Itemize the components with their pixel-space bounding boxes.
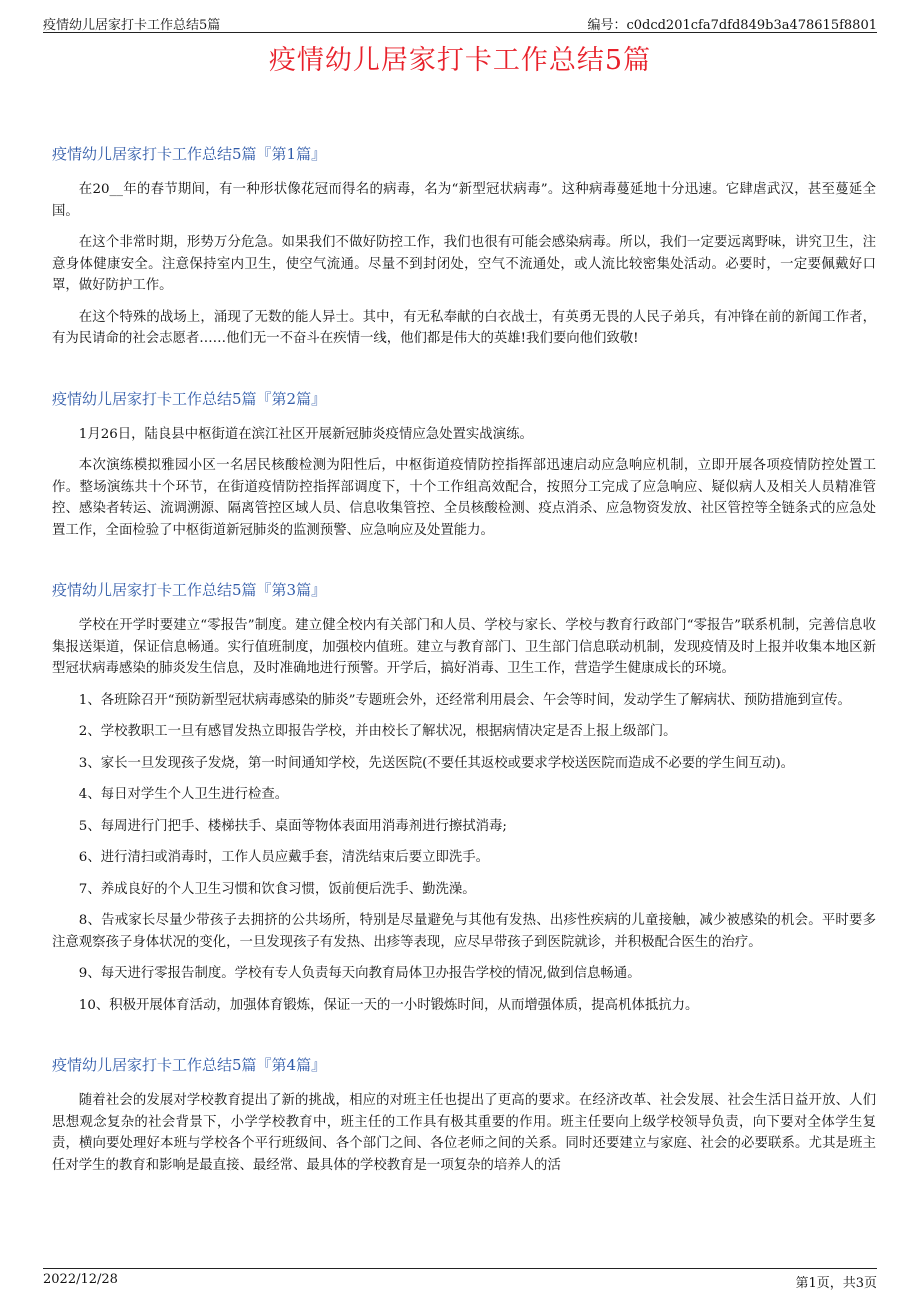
section-heading: 疫情幼儿居家打卡工作总结5篇『第4篇』: [52, 1056, 327, 1074]
document-title: 疫情幼儿居家打卡工作总结5篇: [268, 45, 652, 76]
section-heading: 疫情幼儿居家打卡工作总结5篇『第2篇』: [52, 389, 327, 408]
footer-date: 2022/12/28: [43, 1272, 118, 1287]
list-item: 7、养成良好的个人卫生习惯和饮食习惯，饭前便后洗手、勤洗澡。: [78, 881, 476, 897]
paragraph: 1月26日，陆良县中枢街道在滨江社区开展新冠肺炎疫情应急处置实战演练。: [78, 426, 533, 442]
list-item: 5、每周进行门把手、楼梯扶手、桌面等物体表面用消毒剂进行擦拭消毒;: [78, 818, 507, 834]
section-2: [52, 388, 876, 542]
paragraph: 本次演练模拟雅园小区一名居民核酸检测为阳性后，中枢街道疫情防控指挥部迅速启动应急响应机制，立即开展各项疫情防控处置工作。整场演练共十个环节，在街道疫情防控指挥部调度下，十个工作组高效配合，按照分工完成了应急响应、疑似病人及相关人员精准管控、感染者转运、流调溯源、隔离管控区域人员、信息收集管控、全员核酸检测、疫点消杀、应急物资发放、社区管控等全链条式的应急处置工作，全面检验了中枢街道新冠肺炎的监测预警、应急响应及处置能力。: [52, 458, 876, 538]
paragraph: 学校在开学时要建立“零报告”制度。建立健全校内有关部门和人员、学校与家长、学校与教育行政部门“零报告”联系机制，完善信息收集报送渠道，保证信息畅通。实行值班制度，加强校内值班。建立与教育部门、卫生部门信息联动机制，发现疫情及时上报并收集本地区新型冠状病毒感染的肺炎发生信息，及时准确地进行预警。开学后，搞好消毒、卫生工作，营造学生健康成长的环境。: [52, 618, 876, 676]
page-header: [43, 12, 877, 33]
list-item: 10、积极开展体育活动，加强体育锻炼，保证一天的一小时锻炼时间，从而增强体质，提高机体抵抗力。: [78, 997, 699, 1013]
section-heading: 疫情幼儿居家打卡工作总结5篇『第3篇』: [52, 581, 327, 599]
document-body: [52, 143, 876, 1214]
section-3: [52, 579, 876, 1016]
section-4: [52, 1054, 876, 1176]
header-doc-title: 疫情幼儿居家打卡工作总结5篇: [43, 18, 221, 33]
header-doc-id: 编号：c0dcd201cfa7dfd849b3a478615f8801: [587, 18, 877, 33]
list-item: 9、每天进行零报告制度。学校有专人负责每天向教育局体卫办报告学校的情况,做到信息畅通。: [78, 966, 641, 981]
paragraph: 在这个非常时期，形势万分危急。如果我们不做好防控工作，我们也很有可能会感染病毒。所以，我们一定要远离野味，讲究卫生，注意身体健康安全。注意保持室内卫生，使空气流通。尽量不到封闭处，空气不流通处，或人流比较密集处活动。必要时，一定要佩戴好口罩，做好防护工作。: [52, 235, 876, 293]
list-item: 3、家长一旦发现孩子发烧，第一时间通知学校，先送医院(不要任其返校或要求学校送医院而造成不必要的学生间互动)。: [78, 755, 795, 771]
paragraph: 随着社会的发展对学校教育提出了新的挑战，相应的对班主任也提出了更高的要求。在经济改革、社会发展、社会生活日益开放、人们思想观念复杂的社会背景下，小学学校教育中，班主任的工作具有极其重要的作用。班主任要向上级学校领导负责，向下要对全体学生复责，横向要处理好本班与学校各个平行班级间、各个部门之间、各位老师之间的关系。同时还要建立与家庭、社会的必要联系。尤其是班主任对学生的教育和影响是最直接、最经常、最具体的学校教育是一项复杂的培养人的活: [52, 1093, 876, 1173]
list-item: 4、每日对学生个人卫生进行检查。: [78, 787, 289, 802]
page-footer: [43, 1268, 877, 1291]
list-item: 1、各班除召开“预防新型冠状病毒感染的肺炎”专题班会外，还经常利用晨会、午会等时间，发动学生了解病状、预防措施到宣传。: [78, 692, 851, 708]
list-item: 8、告戒家长尽量少带孩子去拥挤的公共场所，特别是尽量避免与其他有发热、出疹性疾病的儿童接触，减少被感染的机会。平时要多注意观察孩子身体状况的变化，一旦发现孩子有发热、出疹等表现，应尽早带孩子到医院就诊，并积极配合医生的治疗。: [52, 913, 876, 950]
paragraph: 在20__年的春节期间，有一种形状像花冠而得名的病毒，名为“新型冠状病毒”。这种病毒蔓延地十分迅速。它肆虐武汉，甚至蔓延全国。: [52, 182, 876, 219]
section-heading: 疫情幼儿居家打卡工作总结5篇『第1篇』: [52, 145, 327, 163]
paragraph: 在这个特殊的战场上，涌现了无数的能人异士。其中，有无私奉献的白衣战士，有英勇无畏的人民子弟兵，有冲锋在前的新闻工作者，有为民请命的社会志愿者……他们无一不奋斗在疾情一线，他们都是伟大的英雄!我们要向他们致敬!: [52, 309, 876, 346]
section-1: [52, 143, 876, 350]
list-item: 2、学校教职工一旦有感冒发热立即报告学校，并由校长了解状况，根据病情决定是否上报上级部门。: [78, 724, 677, 739]
footer-page-info: 第1页，共3页: [795, 1276, 877, 1291]
list-item: 6、进行清扫或消毒时，工作人员应戴手套，清洗结束后要立即洗手。: [78, 850, 490, 865]
